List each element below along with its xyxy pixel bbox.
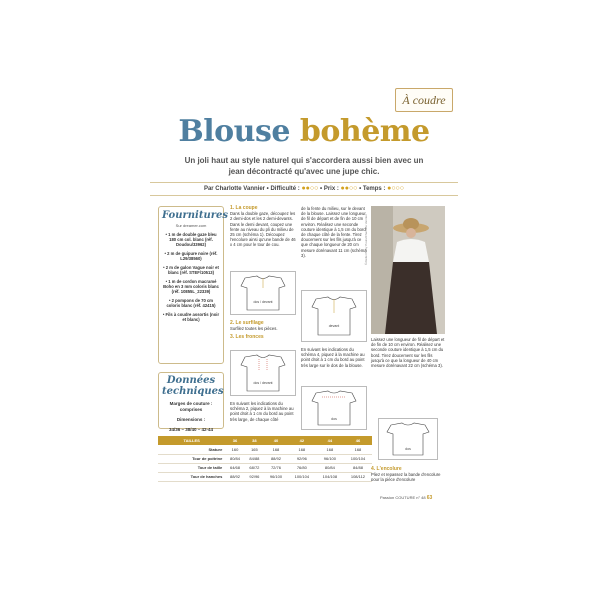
table-cell: 108/112 (344, 472, 372, 481)
column-1 (230, 206, 296, 248)
supplies-source: Sur dreamer.com (175, 223, 207, 228)
page-subtitle: Un joli haut au style naturel qui s'accordera aussi bien avec un jean décontracté qu'avec une jupe chic. (184, 156, 424, 176)
table-cell: 100/104 (288, 472, 316, 481)
blouse-back-icon (302, 387, 366, 429)
step-3-text: En suivant les indications du schéma 2, piquez à la machine au point droit à 1 cm du bord au point très large, de chaque côté (230, 401, 294, 422)
row-label: Tour de hanches (158, 472, 225, 481)
dimensions-label: Dimensions : (176, 417, 206, 422)
model-photo (371, 206, 445, 334)
page-footer (380, 495, 432, 501)
seam-allowance: Marges de couture : comprises (169, 401, 213, 412)
difficulty-label: Difficulté : (270, 186, 300, 192)
time-rating: ●○○○ (387, 185, 405, 192)
table-cell: 160 (225, 445, 244, 454)
table-row (158, 445, 372, 454)
column-1b (230, 321, 296, 341)
pattern-diagram-5 (378, 418, 438, 460)
price-label: Prix : (323, 186, 339, 192)
step-4-heading: 4. L'encolure (371, 466, 402, 472)
blouse-back-gathered-icon (379, 419, 437, 459)
photo-illustration (371, 206, 445, 334)
step-1-heading: 1. La coupe (230, 205, 258, 211)
page-number: 63 (426, 495, 433, 501)
table-cell: 96/100 (264, 472, 288, 481)
table-cell: 168 (344, 445, 372, 454)
table-header: 46 (344, 436, 372, 445)
difficulty-rating: ●●○○ (301, 185, 319, 192)
technical-data-title: Données techniques (162, 375, 224, 397)
table-header: 40 (264, 436, 288, 445)
column-2b (301, 347, 367, 368)
technical-data-box (158, 372, 224, 432)
table-cell: 92/96 (288, 454, 316, 463)
table-header: 44 (316, 436, 344, 445)
title-word-1: Blouse (178, 114, 290, 149)
col2-text-1: de la fente du milieu, sur le devant de la blouse. Laissez une longueur de fil de départ et de fin de 10 cm environ. Réalisez une seconde couture identique à 1,5 cm du bord de chaque côté de la fente. Tirez doucement sur les fils jusqu'à ce que chaque longueur de 20 cm mesure dorénavant 11 cm (schéma 3). (301, 206, 367, 258)
magazine-page (150, 85, 458, 503)
supplies-title: Fournitures (162, 210, 228, 221)
pattern-diagram-4 (301, 386, 367, 430)
pattern-diagram-3 (301, 290, 367, 342)
table-header: 36 (225, 436, 244, 445)
photo-credit: ©Atelier Baby Pouts/Charlotte Vannier (364, 214, 368, 265)
price-rating: ●●○○ (340, 185, 358, 192)
table-cell: 72/76 (264, 463, 288, 472)
diagram-5-label: dos (405, 447, 411, 451)
table-cell: 80/84 (225, 454, 244, 463)
table-cell: 64/68 (225, 463, 244, 472)
footer-magazine: Passion COUTURE n° 48 (380, 495, 426, 500)
supplies-box (158, 206, 228, 364)
row-label: Tour de poitrine (158, 454, 225, 463)
category-tag: À coudre (395, 88, 453, 112)
table-cell: 92/96 (245, 472, 264, 481)
col2-text-2: En suivant les indications du schéma 4, piquez à la machine au point droit à 1 cm du bord au point très large sur le dos de la blouse. (301, 347, 365, 368)
table-cell: 88/92 (264, 454, 288, 463)
supply-item: • 2 m de guipure noire (réf. L29/38560) (164, 251, 218, 261)
table-header: 38 (245, 436, 264, 445)
supply-item: • 1 m de cordon macramé Boho en 3 mm coloris blanc (réf. 10855L_22339) (163, 279, 219, 294)
row-label: Tour de taille (158, 463, 225, 472)
table-cell: 168 (288, 445, 316, 454)
row-label: Stature (158, 445, 225, 454)
meta-bar: Par Charlotte Vannier • Difficulté : ●●○○ • Prix : ●●○○ • Temps : ●○○○ (150, 182, 458, 196)
table-cell: 84/88 (245, 454, 264, 463)
blouse-front-icon (302, 291, 366, 341)
table-cell: 168 (316, 445, 344, 454)
step-1-text: Dans la double gaze, découpez les 2 demi-dos et les 2 demi-devants. Dans le demi devant, coupez une fente au niveau du pli du milieu de 25 cm (schéma 1). Découpez l'encolure ainsi qu'une bande de 46 x 4 cm pour le tour de cou. (230, 211, 296, 248)
dimensions-values: 34/36 – 38/40 – 42-44 (168, 427, 214, 432)
table-cell: 76/80 (288, 463, 316, 472)
column-1c (230, 401, 296, 422)
step-2-text: Surfilez toutes les pièces. (230, 326, 278, 332)
title-word-2: bohème (299, 114, 430, 149)
table-row (158, 472, 372, 481)
table-cell: 68/72 (245, 463, 264, 472)
column-3b (371, 467, 445, 483)
table-cell: 168 (264, 445, 288, 454)
table-header: TAILLES (158, 436, 225, 445)
table-header-row (158, 436, 372, 445)
step-2-heading: 2. Le surfilage (230, 320, 264, 326)
pattern-diagram-1 (230, 271, 296, 315)
diagram-3-label: devant (328, 324, 340, 328)
supply-item: • Fils à coudre assortis (noir et blanc) (162, 312, 220, 322)
pattern-diagram-2 (230, 350, 296, 396)
table-cell: 165 (245, 445, 264, 454)
step-3-heading: 3. Les fronces (230, 334, 264, 341)
size-table (158, 436, 372, 482)
diagram-4-label: dos (331, 417, 337, 421)
table-cell: 88/92 (225, 472, 244, 481)
time-label: Temps : (362, 186, 386, 192)
page-title (150, 115, 458, 149)
table-cell: 80/84 (316, 463, 344, 472)
column-2 (301, 206, 367, 258)
step-4-text: Pliez et repassez la bande d'encolure pour la pièce d'encolure (371, 472, 441, 483)
table-cell: 104/108 (316, 472, 344, 481)
diagram-1-label: dos / devant (253, 300, 273, 304)
table-cell: 84/88 (344, 463, 372, 472)
table-cell: 96/100 (316, 454, 344, 463)
table-row (158, 463, 372, 472)
table-row (158, 454, 372, 463)
supply-item: • 1 m de double gaze bleu 180 cm col. blanc (réf. Doudou/33962) (165, 232, 217, 247)
blouse-pattern-icon (231, 272, 295, 314)
table-header: 42 (288, 436, 316, 445)
author: Par Charlotte Vannier (203, 186, 265, 192)
diagram-2-label: dos / devant (253, 381, 273, 385)
supply-item: • 2 pompons de 70 cm coloris blanc (réf. 42415) (166, 298, 216, 308)
blouse-gathers-icon (231, 351, 295, 395)
column-3 (371, 337, 445, 368)
table-cell: 100/104 (344, 454, 372, 463)
supply-item: • 2 m de galon Vague noir et blanc (réf. STEF/10513) (163, 265, 219, 275)
col3-text-1: Laissez une longueur de fil de départ et de fin de 10 cm environ. Réalisez une seconde couture identique à 1,5 cm du bord. Tirez doucement sur les fils jusqu'à ce que la longueur de 40 cm mesure dorénavant 22 cm (schéma 3). (371, 337, 445, 369)
